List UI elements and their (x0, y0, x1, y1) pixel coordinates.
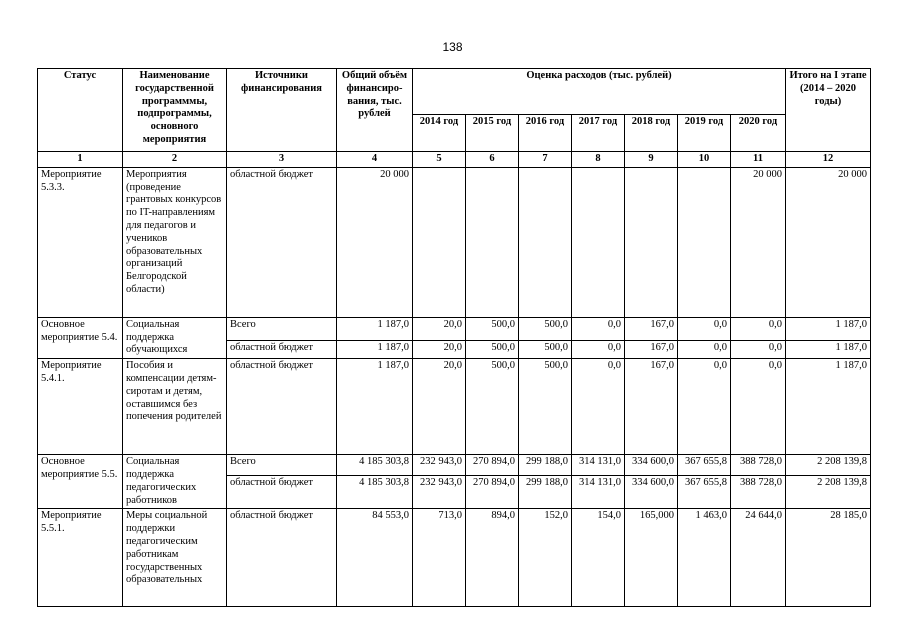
header-year: 2017 год (572, 115, 625, 152)
row-total: 84 553,0 (337, 509, 413, 607)
column-number: 6 (466, 152, 519, 168)
header-stage-total: Итого на I этапе (2014 – 2020 годы) (786, 69, 871, 152)
row-total: 4 185 303,8 (337, 475, 413, 509)
row-year-value: 232 943,0 (413, 455, 466, 475)
header-sources: Источники финансирования (227, 69, 337, 152)
row-year-value: 20,0 (413, 317, 466, 340)
row-year-value (466, 167, 519, 317)
row-year-value: 20,0 (413, 340, 466, 359)
row-name: Пособия и компенсации детям-сиротам и детям, оставшимся без попечения родителей (123, 359, 227, 455)
header-name: Наименование государственной программмы, подпрограммы, основного мероприятия (123, 69, 227, 152)
row-total: 1 187,0 (337, 359, 413, 455)
header-year: 2015 год (466, 115, 519, 152)
row-year-value: 0,0 (731, 317, 786, 340)
row-status: Основное мероприятие 5.5. (38, 455, 123, 509)
row-year-value: 0,0 (678, 340, 731, 359)
row-source: Всего (227, 317, 337, 340)
column-number: 1 (38, 152, 123, 168)
row-status: Основное мероприятие 5.4. (38, 317, 123, 358)
row-status: Мероприятие 5.4.1. (38, 359, 123, 455)
row-year-value: 367 655,8 (678, 455, 731, 475)
row-source: областной бюджет (227, 167, 337, 317)
column-number: 8 (572, 152, 625, 168)
row-year-value: 0,0 (678, 359, 731, 455)
row-source: областной бюджет (227, 509, 337, 607)
table-row (38, 167, 871, 317)
row-total: 1 187,0 (337, 317, 413, 340)
row-status: Мероприятие 5.5.1. (38, 509, 123, 607)
row-year-value: 152,0 (519, 509, 572, 607)
row-source: областной бюджет (227, 475, 337, 509)
row-year-value: 314 131,0 (572, 455, 625, 475)
row-year-value: 299 188,0 (519, 475, 572, 509)
header-year: 2018 год (625, 115, 678, 152)
header-status: Статус (38, 69, 123, 152)
header-estimate: Оценка расходов (тыс. рублей) (413, 69, 786, 115)
row-name: Меры социальной поддержки педагогическим работникам государственных образовательных (123, 509, 227, 607)
row-total: 1 187,0 (337, 340, 413, 359)
row-year-value: 232 943,0 (413, 475, 466, 509)
row-stage-total: 1 187,0 (786, 340, 871, 359)
row-year-value: 388 728,0 (731, 455, 786, 475)
row-stage-total: 2 208 139,8 (786, 455, 871, 475)
row-total: 20 000 (337, 167, 413, 317)
row-source: областной бюджет (227, 340, 337, 359)
row-year-value: 500,0 (519, 359, 572, 455)
row-year-value: 500,0 (466, 317, 519, 340)
column-number: 10 (678, 152, 731, 168)
row-year-value: 20 000 (731, 167, 786, 317)
table-row (38, 509, 871, 607)
header-year: 2020 год (731, 115, 786, 152)
row-year-value: 500,0 (466, 340, 519, 359)
budget-table (37, 68, 871, 607)
column-number: 4 (337, 152, 413, 168)
row-year-value (413, 167, 466, 317)
row-stage-total: 1 187,0 (786, 317, 871, 340)
row-year-value: 0,0 (572, 340, 625, 359)
row-year-value: 270 894,0 (466, 475, 519, 509)
column-number: 12 (786, 152, 871, 168)
row-total: 4 185 303,8 (337, 455, 413, 475)
row-year-value: 167,0 (625, 317, 678, 340)
page-number: 138 (442, 40, 463, 54)
column-number: 5 (413, 152, 466, 168)
table-row (38, 359, 871, 455)
row-year-value: 20,0 (413, 359, 466, 455)
table-row (38, 317, 871, 340)
row-year-value: 0,0 (572, 317, 625, 340)
row-year-value: 894,0 (466, 509, 519, 607)
row-year-value: 0,0 (731, 359, 786, 455)
row-status: Мероприятие 5.3.3. (38, 167, 123, 317)
row-year-value: 165,000 (625, 509, 678, 607)
header-year: 2019 год (678, 115, 731, 152)
row-year-value: 388 728,0 (731, 475, 786, 509)
row-year-value: 270 894,0 (466, 455, 519, 475)
row-year-value: 500,0 (519, 340, 572, 359)
column-number: 11 (731, 152, 786, 168)
row-year-value (625, 167, 678, 317)
row-year-value: 154,0 (572, 509, 625, 607)
column-number-row (38, 152, 871, 168)
row-year-value: 167,0 (625, 359, 678, 455)
row-stage-total: 2 208 139,8 (786, 475, 871, 509)
row-year-value: 24 644,0 (731, 509, 786, 607)
row-year-value: 334 600,0 (625, 475, 678, 509)
row-source: Всего (227, 455, 337, 475)
column-number: 7 (519, 152, 572, 168)
column-number: 9 (625, 152, 678, 168)
column-number: 2 (123, 152, 227, 168)
row-year-value: 713,0 (413, 509, 466, 607)
row-year-value: 0,0 (678, 317, 731, 340)
header-year: 2014 год (413, 115, 466, 152)
row-year-value: 500,0 (466, 359, 519, 455)
row-year-value (572, 167, 625, 317)
row-year-value: 500,0 (519, 317, 572, 340)
row-year-value: 314 131,0 (572, 475, 625, 509)
row-stage-total: 1 187,0 (786, 359, 871, 455)
row-source: областной бюджет (227, 359, 337, 455)
row-year-value: 367 655,8 (678, 475, 731, 509)
row-year-value: 0,0 (731, 340, 786, 359)
row-year-value (519, 167, 572, 317)
header-total: Общий объём финансиро-вания, тыс. рублей (337, 69, 413, 152)
row-name: Социальная поддержка педагогических работников (123, 455, 227, 509)
header-year: 2016 год (519, 115, 572, 152)
row-year-value: 167,0 (625, 340, 678, 359)
table-row (38, 455, 871, 475)
row-year-value: 1 463,0 (678, 509, 731, 607)
row-name: Социальная поддержка обучающихся (123, 317, 227, 358)
row-year-value (678, 167, 731, 317)
row-stage-total: 20 000 (786, 167, 871, 317)
row-year-value: 0,0 (572, 359, 625, 455)
row-name: Мероприятия (проведение грантовых конкурсов по IT-направлениям для педагогов и учеников образовательных организаций Белгородской области) (123, 167, 227, 317)
row-stage-total: 28 185,0 (786, 509, 871, 607)
row-year-value: 334 600,0 (625, 455, 678, 475)
column-number: 3 (227, 152, 337, 168)
row-year-value: 299 188,0 (519, 455, 572, 475)
